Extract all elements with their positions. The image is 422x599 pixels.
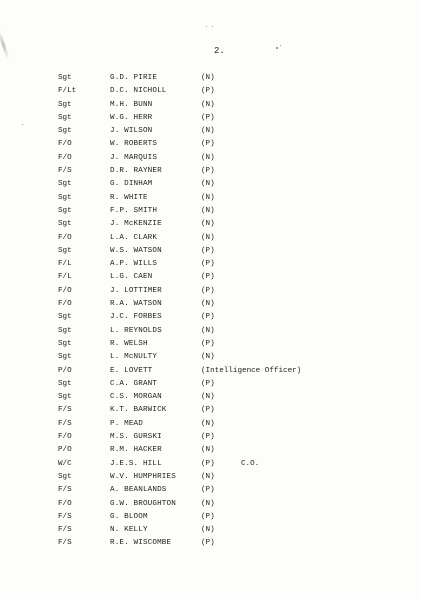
roster-row bbox=[0, 165, 422, 178]
roster-rank: Sgt bbox=[58, 246, 72, 255]
roster-row bbox=[0, 152, 422, 165]
roster-row bbox=[0, 218, 422, 231]
roster-name: M.H. BUNN bbox=[110, 100, 153, 109]
roster-trade: (P) bbox=[201, 167, 215, 176]
roster-name: K.T. BARWICK bbox=[110, 406, 167, 415]
roster-rank: F/S bbox=[58, 539, 72, 548]
roster-name: L.A. CLARK bbox=[110, 233, 158, 242]
roster-name: G. DINHAM bbox=[110, 180, 153, 189]
roster-trade: (P) bbox=[201, 113, 215, 122]
roster-trade: (P) bbox=[201, 512, 215, 521]
roster-trade: (P) bbox=[201, 286, 215, 295]
roster-trade: (N) bbox=[201, 499, 215, 508]
roster-name: F.P. SMITH bbox=[110, 206, 158, 215]
roster-rank: Sgt bbox=[58, 353, 72, 362]
roster-rank: P/O bbox=[58, 446, 72, 455]
roster-rank: Sgt bbox=[58, 326, 72, 335]
roster-row bbox=[0, 365, 422, 378]
roster-row bbox=[0, 391, 422, 404]
roster-row bbox=[0, 511, 422, 524]
roster-rank: Sgt bbox=[58, 113, 72, 122]
roster-trade: (P) bbox=[201, 260, 215, 269]
roster-trade: (N) bbox=[201, 446, 215, 455]
roster-name: R. WELSH bbox=[110, 339, 148, 348]
roster-name: P. MEAD bbox=[110, 419, 143, 428]
roster-trade: (Intelligence Officer) bbox=[201, 366, 302, 375]
roster-rank: F/S bbox=[58, 419, 72, 428]
roster-name: M.S. GURSKI bbox=[110, 433, 162, 442]
roster-name: N. KELLY bbox=[110, 526, 148, 535]
roster-row bbox=[0, 378, 422, 391]
roster-rank: Sgt bbox=[58, 180, 72, 189]
roster-trade: (N) bbox=[201, 233, 215, 242]
roster-row bbox=[0, 125, 422, 138]
roster-trade: (N) bbox=[201, 300, 215, 309]
roster-name: J. LOTTIMER bbox=[110, 286, 162, 295]
roster-trade: (N) bbox=[201, 193, 215, 202]
roster-rank: F/L bbox=[58, 273, 72, 282]
roster-rank: Sgt bbox=[58, 379, 72, 388]
roster-rank: F/L bbox=[58, 260, 72, 269]
roster-rank: F/O bbox=[58, 286, 72, 295]
ink-speck bbox=[276, 47, 278, 49]
roster-trade: (P) bbox=[201, 459, 215, 468]
roster-row bbox=[0, 484, 422, 497]
ink-speck bbox=[212, 26, 213, 27]
crew-roster-list bbox=[0, 72, 422, 551]
roster-row bbox=[0, 85, 422, 98]
roster-name: L.G. CAEN bbox=[110, 273, 153, 282]
roster-rank: Sgt bbox=[58, 339, 72, 348]
roster-rank: Sgt bbox=[58, 220, 72, 229]
roster-row bbox=[0, 271, 422, 284]
roster-name: C.A. GRANT bbox=[110, 379, 158, 388]
roster-rank: F/O bbox=[58, 433, 72, 442]
roster-name: J.C. FORBES bbox=[110, 313, 162, 322]
roster-rank: F/S bbox=[58, 167, 72, 176]
roster-rank: F/O bbox=[58, 499, 72, 508]
roster-trade: (N) bbox=[201, 127, 215, 136]
roster-trade: (P) bbox=[201, 539, 215, 548]
roster-trade: (N) bbox=[201, 526, 215, 535]
roster-row bbox=[0, 471, 422, 484]
roster-trade: (P) bbox=[201, 87, 215, 96]
roster-rank: F/Lt bbox=[58, 87, 77, 96]
roster-name: W.V. HUMPHRIES bbox=[110, 472, 176, 481]
roster-trade: (P) bbox=[201, 406, 215, 415]
roster-name: R.E. WISCOMBE bbox=[110, 539, 172, 548]
paper-crease-mark bbox=[0, 30, 10, 59]
roster-row bbox=[0, 232, 422, 245]
roster-trade: (N) bbox=[201, 206, 215, 215]
roster-trade: (N) bbox=[201, 353, 215, 362]
roster-rank: Sgt bbox=[58, 127, 72, 136]
roster-row bbox=[0, 431, 422, 444]
roster-row bbox=[0, 311, 422, 324]
roster-row bbox=[0, 498, 422, 511]
roster-rank: F/O bbox=[58, 300, 72, 309]
ink-speck bbox=[206, 26, 207, 27]
roster-trade: (N) bbox=[201, 153, 215, 162]
roster-row bbox=[0, 245, 422, 258]
roster-trade: (N) bbox=[201, 220, 215, 229]
roster-trade: (N) bbox=[201, 419, 215, 428]
roster-name: J. MARQUIS bbox=[110, 153, 158, 162]
roster-rank: Sgt bbox=[58, 193, 72, 202]
roster-name: E. LOVETT bbox=[110, 366, 153, 375]
roster-trade: (P) bbox=[201, 486, 215, 495]
roster-row bbox=[0, 458, 422, 471]
roster-row bbox=[0, 418, 422, 431]
roster-name: J. McKENZIE bbox=[110, 220, 162, 229]
roster-name: J. WILSON bbox=[110, 127, 153, 136]
roster-row bbox=[0, 325, 422, 338]
roster-name: G.W. BROUGHTON bbox=[110, 499, 176, 508]
roster-trade: (N) bbox=[201, 326, 215, 335]
roster-rank: P/O bbox=[58, 366, 72, 375]
roster-name: L. McNULTY bbox=[110, 353, 158, 362]
roster-name: R.M. HACKER bbox=[110, 446, 162, 455]
roster-name: L. REYNOLDS bbox=[110, 326, 162, 335]
roster-name: A. BEANLANDS bbox=[110, 486, 167, 495]
roster-name: W.S. WATSON bbox=[110, 246, 162, 255]
roster-row bbox=[0, 192, 422, 205]
roster-rank: F/O bbox=[58, 153, 72, 162]
roster-rank: W/C bbox=[58, 459, 72, 468]
roster-rank: F/S bbox=[58, 512, 72, 521]
roster-trade: (P) bbox=[201, 313, 215, 322]
roster-trade: (P) bbox=[201, 273, 215, 282]
roster-name: C.S. MORGAN bbox=[110, 393, 162, 402]
roster-name: W. ROBERTS bbox=[110, 140, 158, 149]
roster-name: D.R. RAYNER bbox=[110, 167, 162, 176]
roster-row bbox=[0, 351, 422, 364]
roster-rank: F/S bbox=[58, 486, 72, 495]
roster-rank: Sgt bbox=[58, 313, 72, 322]
roster-name: D.C. NICHOLL bbox=[110, 87, 167, 96]
roster-trade: (P) bbox=[201, 140, 215, 149]
roster-name: R. WHITE bbox=[110, 193, 148, 202]
page-number: 2. bbox=[214, 46, 225, 56]
roster-row bbox=[0, 178, 422, 191]
roster-row bbox=[0, 258, 422, 271]
roster-row bbox=[0, 285, 422, 298]
roster-note: C.O. bbox=[241, 459, 260, 468]
roster-trade: (N) bbox=[201, 180, 215, 189]
roster-row bbox=[0, 99, 422, 112]
roster-rank: Sgt bbox=[58, 472, 72, 481]
roster-name: G.D. PIRIE bbox=[110, 74, 158, 82]
roster-rank: Sgt bbox=[58, 100, 72, 109]
roster-row bbox=[0, 112, 422, 125]
roster-trade: (N) bbox=[201, 472, 215, 481]
roster-rank: F/S bbox=[58, 526, 72, 535]
roster-row bbox=[0, 338, 422, 351]
roster-trade: (P) bbox=[201, 246, 215, 255]
roster-row bbox=[0, 138, 422, 151]
roster-row bbox=[0, 298, 422, 311]
roster-name: J.E.S. HILL bbox=[110, 459, 162, 468]
roster-name: R.A. WATSON bbox=[110, 300, 162, 309]
roster-rank: F/S bbox=[58, 406, 72, 415]
roster-row bbox=[0, 205, 422, 218]
roster-row bbox=[0, 537, 422, 550]
roster-row bbox=[0, 524, 422, 537]
roster-name: W.G. HERR bbox=[110, 113, 153, 122]
roster-trade: (N) bbox=[201, 393, 215, 402]
roster-rank: Sgt bbox=[58, 74, 72, 82]
roster-row bbox=[0, 72, 422, 85]
roster-name: G. BLOOM bbox=[110, 512, 148, 521]
roster-trade: (N) bbox=[201, 74, 215, 82]
roster-trade: (P) bbox=[201, 339, 215, 348]
roster-row bbox=[0, 404, 422, 417]
roster-rank: F/O bbox=[58, 140, 72, 149]
roster-trade: (N) bbox=[201, 100, 215, 109]
roster-rank: Sgt bbox=[58, 393, 72, 402]
roster-name: A.P. WILLS bbox=[110, 260, 158, 269]
roster-rank: F/O bbox=[58, 233, 72, 242]
ink-speck bbox=[280, 45, 281, 46]
roster-row bbox=[0, 444, 422, 457]
roster-rank: Sgt bbox=[58, 206, 72, 215]
roster-trade: (P) bbox=[201, 379, 215, 388]
roster-trade: (P) bbox=[201, 433, 215, 442]
